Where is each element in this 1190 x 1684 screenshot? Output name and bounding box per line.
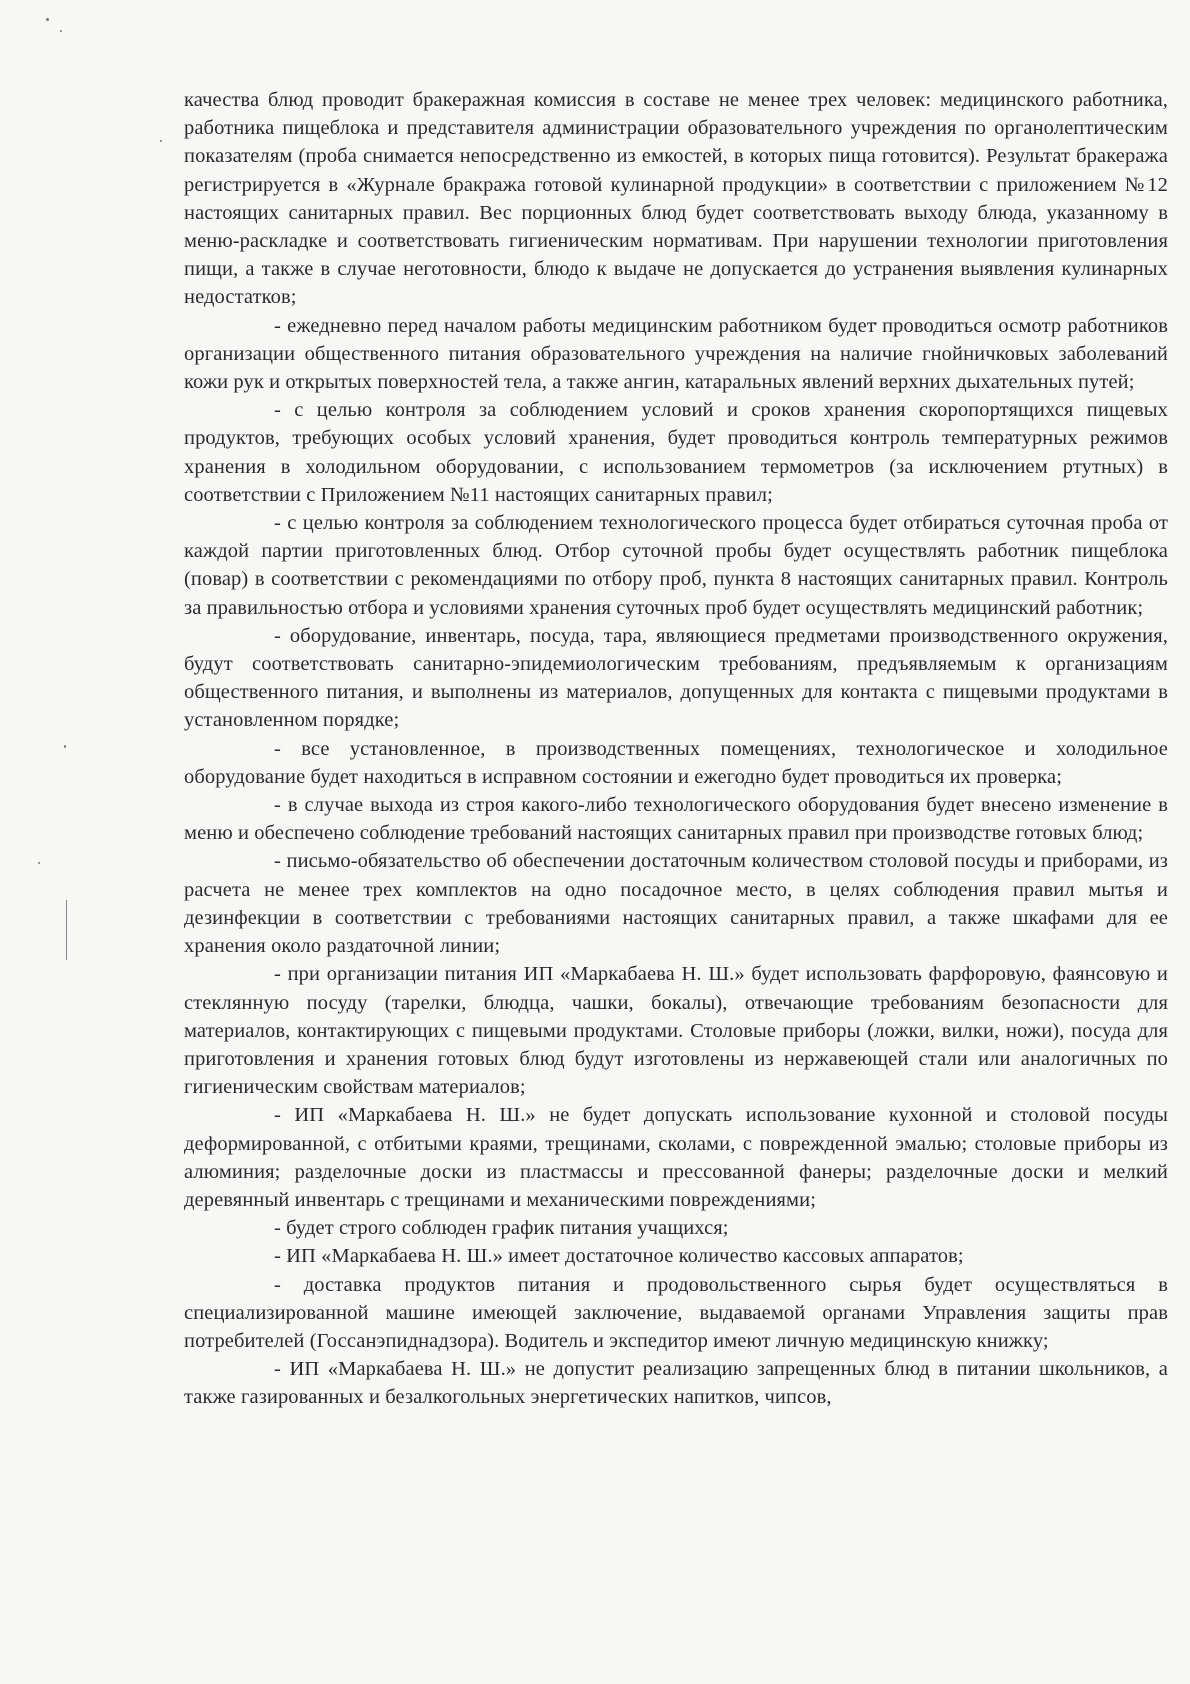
paragraph: - ежедневно перед началом работы медицинским работником будет проводиться осмотр работников организации общественного питания образовательного учреждения на наличие гнойничковых заболеваний кожи рук и открытых поверхностей тела, а также ангин, катаральных явлений верхних дыхательных путей; <box>184 314 1168 394</box>
scan-speck <box>60 30 62 32</box>
paragraph: - при организации питания ИП «Маркабаева Н. Ш.» будет использовать фарфоровую, фаянсовую и стеклянную посуду (тарелки, блюдца, чашки, бокалы), отвечающие требованиям безопасности для материалов, контактирующих с пищевыми продуктами. Столовые приборы (ложки, вилки, ножи), посуда для приготовления и хранения готовых блюд будут изготовлены из нержавеющей стали или аналогичных по гигиеническим свойствам материалов; <box>184 963 1168 1099</box>
paragraph: - все установленное, в производственных помещениях, технологическое и холодильное оборудование будет находиться в исправном состоянии и ежегодно будет проводиться их проверка; <box>184 737 1168 788</box>
paragraph: - с целью контроля за соблюдением технологического процесса будет отбираться суточная проба от каждой партии приготовленных блюд. Отбор суточной пробы будет осуществлять работник пищеблока (повар) в соответствии с рекомендациями по отбору проб, пункта 8 настоящих санитарных правил. Контроль за правильностью отбора и условиями хранения суточных проб будет осуществлять медицинский работник; <box>184 512 1168 619</box>
paragraph: - письмо-обязательство об обеспечении достаточным количеством столовой посуды и приборами, из расчета не менее трех комплектов на одно посадочное место, в целях соблюдения правил мытья и дезинфекции в соответствии с требованиями настоящих санитарных правил, а также шкафами для ее хранения около раздаточной линии; <box>184 850 1168 958</box>
scan-speck <box>38 862 40 864</box>
scan-speck <box>46 18 49 21</box>
document-body <box>184 86 1168 1412</box>
scan-speck <box>64 745 66 748</box>
paragraph: - оборудование, инвентарь, посуда, тара, являющиеся предметами производственного окружения, будут соответствовать санитарно-эпидемиологическим требованиям, предъявляемым к организациям общественного питания, и выполнены из материалов, допущенных для контакта с пищевыми продуктами в установленном порядке; <box>184 624 1168 732</box>
paragraph: - ИП «Маркабаева Н. Ш.» не допустит реализацию запрещенных блюд в питании школьников, а также газированных и безалкогольных энергетических напитков, чипсов, <box>184 1358 1168 1409</box>
paragraph: - будет строго соблюден график питания учащихся; <box>274 1217 729 1240</box>
paragraph: - ИП «Маркабаева Н. Ш.» не будет допускать использование кухонной и столовой посуды деформированной, с отбитыми краями, трещинами, сколами, с поврежденной эмалью; столовые приборы из алюминия; разделочные доски из пластмассы и прессованной фанеры; разделочные доски и мелкий деревянный инвентарь с трещинами и механическими повреждениями; <box>184 1104 1168 1211</box>
paragraph: - ИП «Маркабаева Н. Ш.» имеет достаточное количество кассовых аппаратов; <box>274 1245 964 1268</box>
paragraph: - доставка продуктов питания и продовольственного сырья будет осуществляться в специализированной машине имеющей заключение, выдаваемой органами Управления защиты прав потребителей (Госсанэпиднадзора). Водитель и экспедитор имеют личную медицинскую книжку; <box>184 1273 1168 1352</box>
scan-speck <box>160 140 162 142</box>
paragraph: - в случае выхода из строя какого-либо технологического оборудования будет внесено изменение в меню и обеспечено соблюдение требований настоящих санитарных правил при производстве готовых блюд; <box>184 794 1168 845</box>
paragraph: качества блюд проводит бракеражная комиссия в составе не менее трех человек: медицинского работника, работника пищеблока и представителя администрации образовательного учреждения по органолептическим показателям (проба снимается непосредственно из емкостей, в которых пища готовится). Результат бракеража регистрируется в «Журнале бракража готовой кулинарной продукции» в соответствии с приложением №12 настоящих санитарных правил. Вес порционных блюд будет соответствовать выходу блюда, указанному в меню-раскладке и соответствовать гигиеническим нормативам. При нарушении технологии приготовления пищи, а также в случае неготовности, блюдо к выдаче не допускается до устранения выявления кулинарных недостатков; <box>184 89 1168 309</box>
paragraph: - с целью контроля за соблюдением условий и сроков хранения скоропортящихся пищевых продуктов, требующих особых условий хранения, будет проводиться контроль температурных режимов хранения в холодильном оборудовании, с использованием термометров (за исключением ртутных) в соответствии с Приложением №11 настоящих санитарных правил; <box>184 399 1168 506</box>
scan-mark <box>66 900 67 960</box>
